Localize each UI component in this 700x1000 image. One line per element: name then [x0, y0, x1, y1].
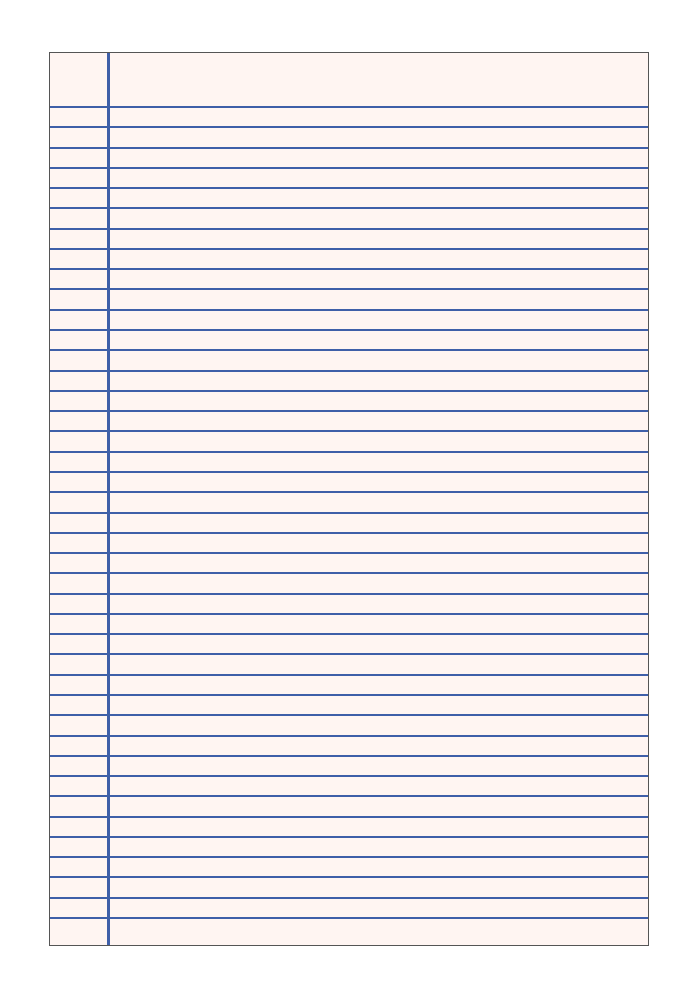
ruled-line [50, 876, 648, 878]
ruled-line [50, 167, 648, 169]
ruled-line [50, 593, 648, 595]
ruled-line [50, 187, 648, 189]
ruled-line [50, 147, 648, 149]
ruled-line [50, 653, 648, 655]
ruled-line [50, 755, 648, 757]
ruled-line [50, 106, 648, 108]
ruled-line [50, 816, 648, 818]
ruled-line [50, 430, 648, 432]
ruled-line [50, 288, 648, 290]
ruled-line [50, 836, 648, 838]
ruled-line [50, 268, 648, 270]
ruled-line [50, 349, 648, 351]
ruled-line [50, 491, 648, 493]
ruled-line [50, 207, 648, 209]
ruled-line [50, 390, 648, 392]
ruled-line [50, 714, 648, 716]
ruled-line [50, 694, 648, 696]
ruled-line [50, 917, 648, 919]
ruled-line [50, 897, 648, 899]
ruled-line [50, 795, 648, 797]
ruled-line [50, 674, 648, 676]
ruled-line [50, 410, 648, 412]
ruled-line [50, 735, 648, 737]
ruled-line [50, 329, 648, 331]
margin-line [107, 53, 110, 945]
ruled-line [50, 248, 648, 250]
ruled-line [50, 370, 648, 372]
ruled-line [50, 512, 648, 514]
ruled-line [50, 228, 648, 230]
ruled-line [50, 532, 648, 534]
ruled-line [50, 471, 648, 473]
ruled-line [50, 633, 648, 635]
lined-paper-sheet [49, 52, 649, 946]
ruled-line [50, 775, 648, 777]
ruled-line [50, 552, 648, 554]
ruled-line [50, 309, 648, 311]
ruled-line [50, 451, 648, 453]
ruled-line [50, 572, 648, 574]
ruled-line [50, 613, 648, 615]
ruled-line [50, 856, 648, 858]
ruled-line [50, 126, 648, 128]
